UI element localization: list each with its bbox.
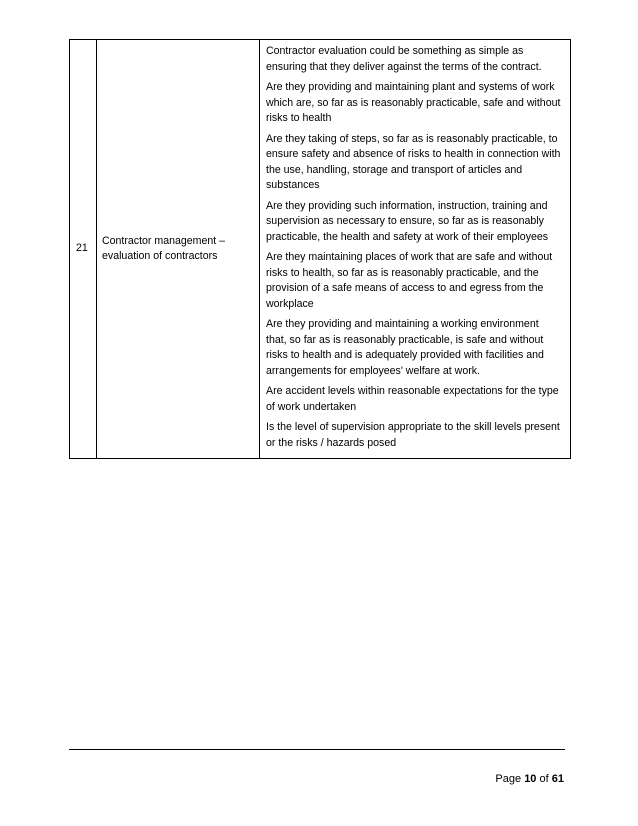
- total-pages: 61: [551, 773, 564, 785]
- detail-paragraph: Are they maintaining places of work that are safe and without risks to health, so far as is reasonably practicable, and the provision of a safe means of access to and egress from the workplace: [266, 251, 553, 310]
- contractor-evaluation-table: [69, 39, 571, 459]
- topic-cell: [97, 40, 260, 459]
- detail-paragraph: Are accident levels within reasonable expectations for the type of work undertaken: [266, 385, 559, 413]
- detail-paragraph: Are they providing and maintaining plant and systems of work which are, so far as is reasonably practicable, safe and without risks to health: [266, 81, 561, 124]
- table-row: [70, 40, 571, 459]
- topic-line: Contractor management –: [102, 234, 226, 247]
- row-number-cell: [70, 40, 97, 459]
- detail-paragraph: Is the level of supervision appropriate to the skill levels present or the risks / hazards posed: [266, 421, 560, 449]
- detail-paragraph: Contractor evaluation could be something as simple as ensuring that they deliver against the terms of the contract.: [266, 45, 542, 73]
- detail-paragraph: Are they taking of steps, so far as is reasonably practicable, to ensure safety and absence of risks to health in connection with the use, handling, storage and transport of articles and substances: [266, 132, 561, 191]
- detail-cell: [260, 40, 571, 459]
- detail-paragraph: Are they providing and maintaining a working environment that, so far as is reasonably practicable, is safe and without risks to health and is adequately provided with facilities and arrangements for employees' welfare at work.: [266, 318, 544, 377]
- detail-paragraph: Are they providing such information, instruction, training and supervision as necessary to ensure, so far as is reasonably practicable, the health and safety at work of their employees: [266, 199, 549, 243]
- row-number: 21: [76, 242, 88, 255]
- page-prefix: Page: [495, 773, 522, 785]
- current-page: 10: [524, 773, 537, 785]
- of-word: of: [539, 773, 549, 785]
- footer-divider: [69, 749, 565, 750]
- topic-line: evaluation of contractors: [102, 250, 218, 262]
- page-number: [495, 773, 564, 785]
